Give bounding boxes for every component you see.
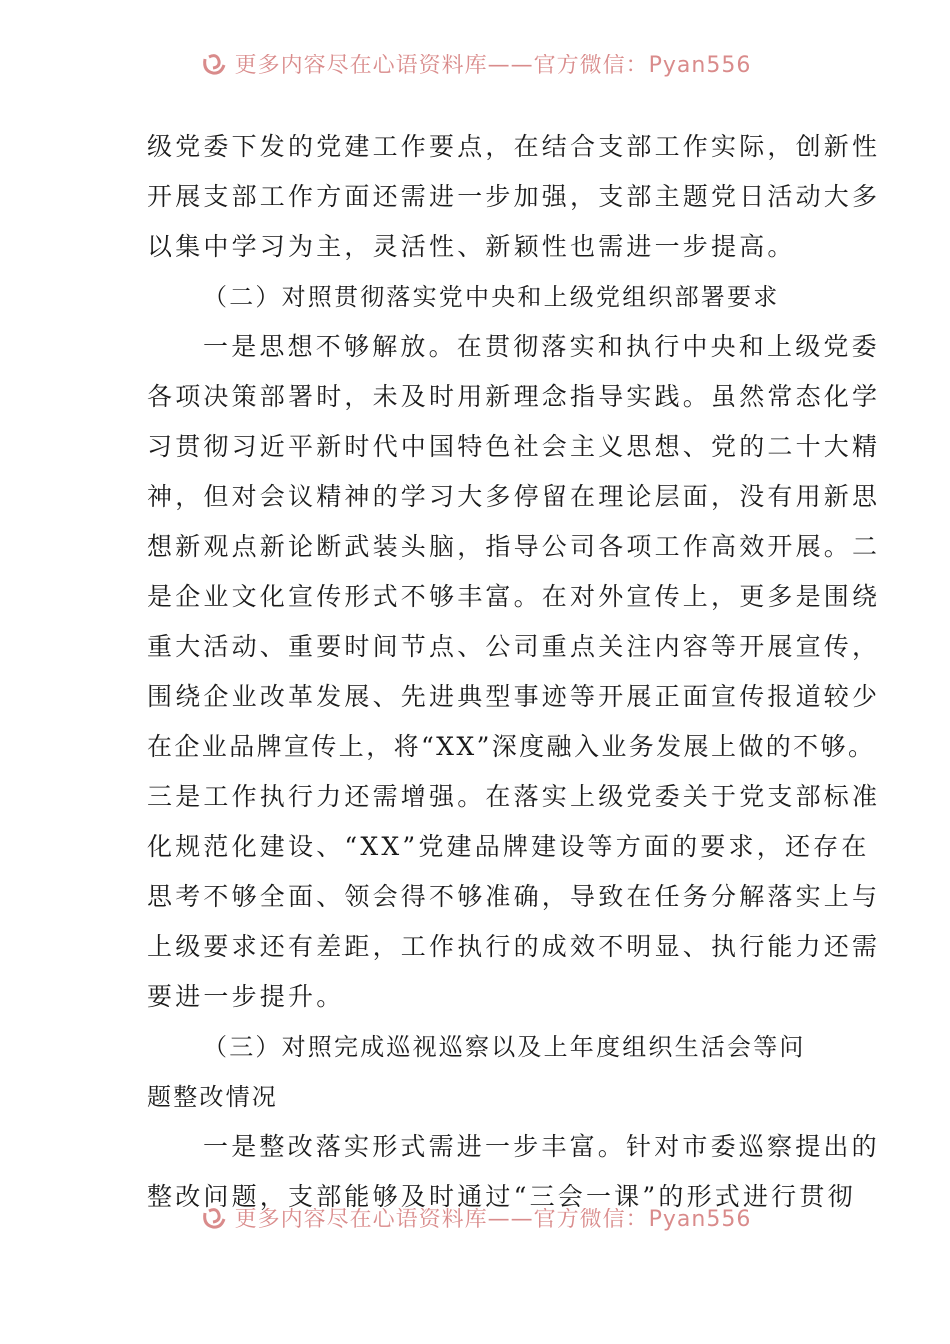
section-heading-3: （三）对照完成巡视巡察以及上年度组织生活会等问 [203,1033,806,1061]
paragraph-line: 在企业品牌宣传上，将“XX”深度融入业务发展上做的不够。 [147,732,876,761]
paragraph-line: 思考不够全面、领会得不够准确，导致在任务分解落实上与 [147,882,881,911]
paragraph-line: 以集中学习为主，灵活性、新颖性也需进一步提高。 [147,232,796,261]
paragraph-line: 一是思想不够解放。在贯彻落实和执行中央和上级党委 [203,332,880,361]
paragraph-line: 一是整改落实形式需进一步丰富。针对市委巡察提出的 [203,1132,880,1161]
paragraph-line: 习贯彻习近平新时代中国特色社会主义思想、党的二十大精 [147,432,881,461]
paragraph-line: 上级要求还有差距，工作执行的成效不明显、执行能力还需 [147,932,881,961]
paragraph-line: 要进一步提升。 [147,982,345,1011]
paragraph-line: 围绕企业改革发展、先进典型事迹等开展正面宣传报道较少 [147,682,881,711]
paragraph-line: 化规范化建设、“XX”党建品牌建设等方面的要求，还存在 [147,832,870,861]
paragraph-line: 整改问题，支部能够及时通过“三会一课”的形式进行贯彻 [147,1182,856,1211]
paragraph-line: 开展支部工作方面还需进一步加强，支部主题党日活动大多 [147,182,881,211]
watermark-logo-icon [199,54,229,79]
watermark-top [0,54,950,84]
document-body [147,122,881,1222]
paragraph-line: 想新观点新论断武装头脑，指导公司各项工作高效开展。二 [147,532,881,561]
watermark-logo-icon [199,1208,229,1233]
paragraph-line: 级党委下发的党建工作要点，在结合支部工作实际，创新性 [147,132,881,161]
watermark-text: 更多内容尽在心语资料库——官方微信：Pyan556 [234,1208,752,1232]
watermark-bottom [0,1208,950,1238]
section-heading-2: （二）对照贯彻落实党中央和上级党组织部署要求 [203,283,780,311]
watermark-text: 更多内容尽在心语资料库——官方微信：Pyan556 [234,54,752,78]
paragraph-line: 重大活动、重要时间节点、公司重点关注内容等开展宣传， [147,632,881,661]
paragraph-line: 是企业文化宣传形式不够丰富。在对外宣传上，更多是围绕 [147,582,881,611]
paragraph-line: 三是工作执行力还需增强。在落实上级党委关于党支部标准 [147,782,881,811]
section-heading-3-cont: 题整改情况 [147,1083,278,1111]
paragraph-line: 神，但对会议精神的学习大多停留在理论层面，没有用新思 [147,482,881,511]
paragraph-line: 各项决策部署时，未及时用新理念指导实践。虽然常态化学 [147,382,881,411]
